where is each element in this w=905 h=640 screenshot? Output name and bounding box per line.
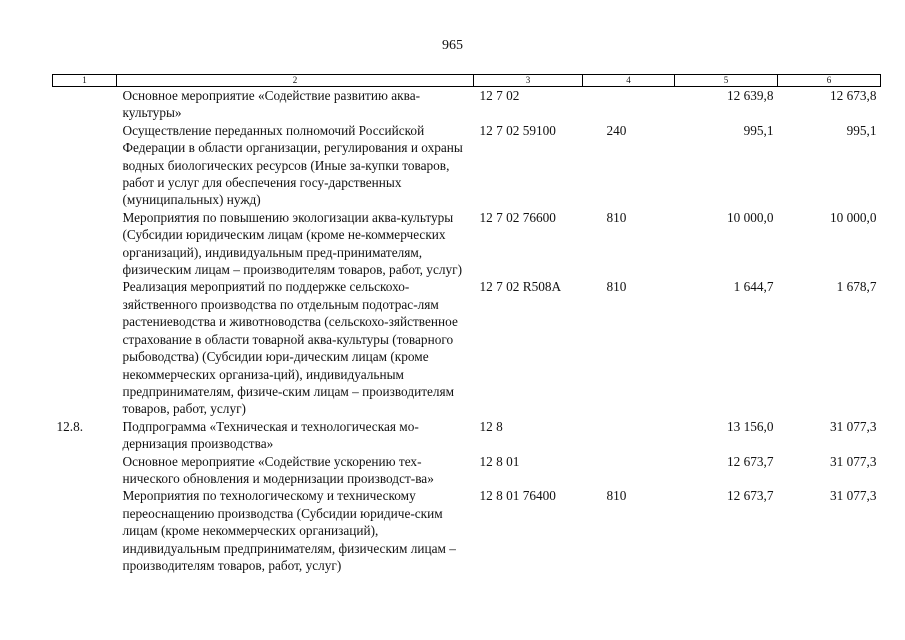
row-csr: 12 8 01: [479, 453, 520, 469]
row-amount-2: 31 077,3: [829, 418, 877, 434]
row-amount-2: 12 673,8: [829, 88, 877, 103]
row-number: [53, 453, 117, 488]
row-amount-2: 1 678,7: [836, 279, 877, 295]
table-row: [53, 418, 881, 453]
row-amount-1: 12 673,7: [726, 488, 774, 504]
header-col-6: 6: [778, 75, 881, 87]
header-col-2: 2: [117, 75, 474, 87]
row-number: [53, 122, 117, 209]
row-amount-1: 10 000,0: [726, 209, 774, 225]
row-name: Основное мероприятие «Содействие ускорению тех-нического обновления и модернизации производст-ва»: [122, 453, 434, 486]
row-vr: 810: [606, 488, 627, 504]
row-vr: [583, 453, 675, 488]
row-number: [53, 87, 117, 122]
header-col-1: 1: [53, 75, 117, 87]
row-name: Реализация мероприятий по поддержке сельскохо-зяйственного производства по отдельным подотрас-лям растениеводства и животноводства (сельскохо-зяйственное страхование в области товарной аква-культуры (товарного рыбоводства) (Субсидии юри-дическим лицам (кроме некоммерческих организа-ций), индивидуальным предпринимателям, физиче-ским лицам – производителям товаров, работ, услуг): [122, 279, 458, 417]
row-number: 12.8.: [56, 418, 84, 434]
row-csr: 12 7 02: [479, 88, 520, 103]
row-name: Мероприятия по повышению экологизации аква-культуры (Субсидии юридическим лицам (кроме не-коммерческих организаций), индивидуальным пред-принимателям, физическим лицам – производителям товаров, работ, услуг): [122, 209, 463, 278]
table-header: [53, 75, 881, 87]
row-name: Подпрограмма «Техническая и технологическая мо-дернизация производства»: [122, 418, 419, 452]
row-number: [53, 209, 117, 279]
row-name: Мероприятия по технологическому и техническому переоснащению производства (Субсидии юридиче-ским лицам (кроме некоммерческих организаций), индивидуальным предпринимателям, физическим лицам – производителям товаров, работ, услуг): [122, 488, 456, 573]
table-row: [53, 87, 881, 122]
row-amount-1: 1 644,7: [733, 279, 774, 295]
row-csr: 12 8: [479, 418, 503, 434]
row-number: [53, 278, 117, 417]
row-amount-1: 995,1: [743, 122, 774, 138]
page-number: 965: [442, 38, 463, 53]
row-vr: 810: [606, 209, 627, 225]
row-vr: 240: [606, 122, 627, 138]
row-number: [53, 487, 117, 574]
row-name: Основное мероприятие «Содействие развитию аква-культуры»: [122, 88, 421, 121]
row-amount-2: 10 000,0: [829, 209, 877, 225]
row-amount-1: 12 673,7: [726, 453, 774, 469]
table-body: [53, 87, 881, 575]
row-amount-2: 995,1: [846, 122, 877, 138]
row-vr: [583, 87, 675, 122]
header-col-3: 3: [474, 75, 583, 87]
row-amount-2: 31 077,3: [829, 453, 877, 469]
row-amount-1: 12 639,8: [726, 88, 774, 103]
row-amount-1: 13 156,0: [726, 418, 774, 434]
row-vr: [583, 418, 675, 453]
table-row: [53, 453, 881, 488]
header-row: [53, 75, 881, 87]
row-csr: 12 7 02 59100: [479, 122, 556, 138]
row-amount-2: 31 077,3: [829, 488, 877, 504]
row-csr: 12 8 01 76400: [479, 488, 556, 504]
table-row: [53, 487, 881, 574]
table-row: [53, 209, 881, 279]
row-vr: 810: [606, 279, 627, 295]
table-row: [53, 122, 881, 209]
header-col-4: 4: [583, 75, 675, 87]
row-name: Осуществление переданных полномочий Российской Федерации в области организации, регулирования и охраны водных биологических ресурсов (Иные за-купки товаров, работ и услуг для обеспечения госу-дарственных (муниципальных) нужд): [122, 122, 463, 208]
row-csr: 12 7 02 R508A: [479, 279, 562, 295]
header-col-5: 5: [675, 75, 778, 87]
table-row: [53, 278, 881, 417]
row-csr: 12 7 02 76600: [479, 209, 556, 225]
budget-table: [52, 74, 881, 574]
